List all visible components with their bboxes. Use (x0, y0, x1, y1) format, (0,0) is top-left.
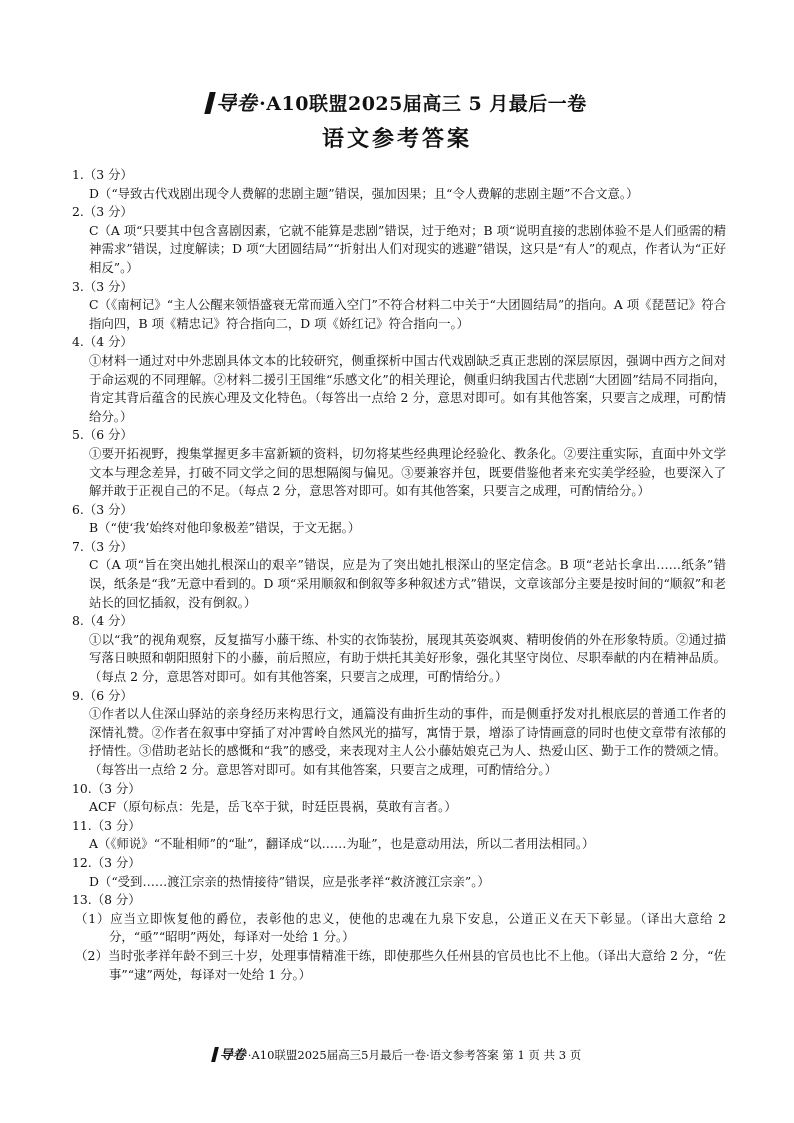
page-header (0, 90, 794, 153)
question-number: 12.（3 分） (72, 854, 141, 870)
page-footer (0, 1047, 794, 1064)
document-subtitle: 语文参考答案 (321, 126, 472, 152)
footer-logo-text: 导卷 (219, 1048, 246, 1063)
question-number: 7.（3 分） (72, 538, 133, 554)
question-answer: B（“使‘我’始终对他印象极差”错误，于文无据。） (89, 520, 361, 536)
question-number: 1.（3 分） (72, 167, 133, 182)
question-answer: D（“导致古代戏剧出现令人费解的悲剧主题”错误，强加因果；且“令人费解的悲剧主题”不合文意。） (89, 185, 639, 201)
footer-logo-bar-icon (211, 1047, 219, 1062)
question-answer: ①作者以人住深山驿站的亲身经历来构思行文，通篇没有曲折生动的事件，而是侧重抒发对扎根底层的普通工作者的深情礼赞。②作者在叙事中穿插了对冲霄岭自然风光的描写，寓情于景，增添了诗情画意的同时也使文章带有浓郁的抒情性。③借助老站长的感慨和“我”的感受，来表现对主人公小藤姑娘克己为人、热爱山区、勤于工作的赞颂之情。（每答出一点给 2 分。意思答对即可。如有其他答案，只要言之成理，可酌情给分。） (89, 706, 726, 777)
question-number: 13.（8 分） (72, 892, 141, 908)
logo-text: 导卷 (216, 91, 258, 115)
question-answer: D（“受到……渡江宗亲的热情接待”错误，应是张孝祥“救济渡江宗亲”。） (89, 873, 490, 889)
question-number: 8.（4 分） (72, 613, 133, 629)
question-answer: ACF（原句标点：先是，岳飞卒于狱，时廷臣畏祸，莫敢有言者。） (89, 799, 457, 815)
question-answer: C（《南柯记》“主人公醒来领悟盛衰无常而遁入空门”不符合材料二中关于“大团圆结局”的指向。A 项《琵琶记》符合指向四，B 项《精忠记》符合指向二，D 项《娇红记》符合指向一。） (89, 297, 726, 331)
question-answer: A（《师说》“不耻相师”的“耻”，翻译成“以……为耻”，也是意动用法，所以二者用法相同。） (89, 836, 595, 852)
answer-list (72, 166, 726, 984)
question-answer: ①以“我”的视角观察，反复描写小藤干练、朴实的衣饰装扮，展现其英姿飒爽、精明俊俏的外在形象特质。②通过描写落日映照和朝阳照射下的小藤，前后照应，有助于烘托其美好形象，强化其坚守岗位、尽职奉献的内在精神品质。（每点 2 分，意思答对即可。如有其他答案，只要言之成理，可酌情给分。） (89, 631, 726, 685)
question-number: 10.（3 分） (72, 780, 141, 796)
question-answer: ①材料一通过对中外悲剧具体文本的比较研究，侧重探析中国古代戏剧缺乏真正悲剧的深层原因，强调中西方之间对于命运观的不同理解。②材料二援引王国维“乐感文化”的相关理论，侧重归纳我国古代悲剧“大团圆”结局不同指向，肯定其背后蕴含的民族心理及文化特色。（每答出一点给 2 分，意思对即可。如有其他答案，只要言之成理，可酌情给分。） (89, 352, 726, 424)
footer-text: ·A10联盟2025届高三5月最后一卷·语文参考答案 第 1 页 共 3 页 (247, 1048, 582, 1062)
title-text: ·A10联盟2025届高三 5 月最后一卷 (259, 93, 587, 115)
logo-bar-icon (204, 92, 215, 114)
question-number: 5.（6 分） (72, 427, 133, 443)
question-number: 6.（3 分） (72, 501, 133, 517)
question-answer: ①要开拓视野，搜集掌握更多丰富新颖的资料，切勿将某些经典理论经验化、教条化。②要注重实际，直面中外文学文本与理念差异，打破不同文学之间的思想隔阂与偏见。③要兼容并包，既要借鉴他者来充实美学经验，也要深入了解并敢于正视自己的不足。（每点 2 分，意思答对即可。如有其他答案，只要言之成理，可酌情给分。） (89, 445, 726, 499)
question-number: 9.（6 分） (72, 687, 133, 703)
question-answer: C（A 项“只要其中包含喜剧因素，它就不能算是悲剧”错误，过于绝对；B 项“说明直接的悲剧体验不是人们亟需的精神需求”错误，过度解读；D 项“大团圆结局”“折射出人们对现实的逃避”错误，这只是“有人”的观点，作者认为“正好相反”。） (89, 222, 726, 275)
question-sub-answer: （2）当时张孝祥年龄不到三十岁，处理事情精准干练，即使那些久任州县的官员也比不上他。（译出大意给 2 分，“佐事”“逮”两处，每译对一处给 1 分。） (75, 947, 726, 982)
question-number: 11.（3 分） (72, 817, 141, 833)
question-sub-answer: （1）应当立即恢复他的爵位，表彰他的忠义，使他的忠魂在九泉下安息，公道正义在天下彰显。（译出大意给 2 分，“亟”“昭明”两处，每译对一处给 1 分。） (75, 910, 726, 945)
question-answer: C（A 项“旨在突出她扎根深山的艰辛”错误，应是为了突出她扎根深山的坚定信念。B 项“老站长拿出……纸条”错误，纸条是“我”无意中看到的。D 项“采用顺叙和倒叙等多种叙述方式”错误，文章该部分主要是按时间的“顺叙”和老站长的回忆插叙，没有倒叙。） (89, 557, 726, 610)
question-number: 4.（4 分） (72, 334, 133, 350)
question-number: 3.（3 分） (72, 278, 133, 294)
document-title (0, 90, 794, 117)
question-number: 2.（3 分） (72, 204, 133, 220)
